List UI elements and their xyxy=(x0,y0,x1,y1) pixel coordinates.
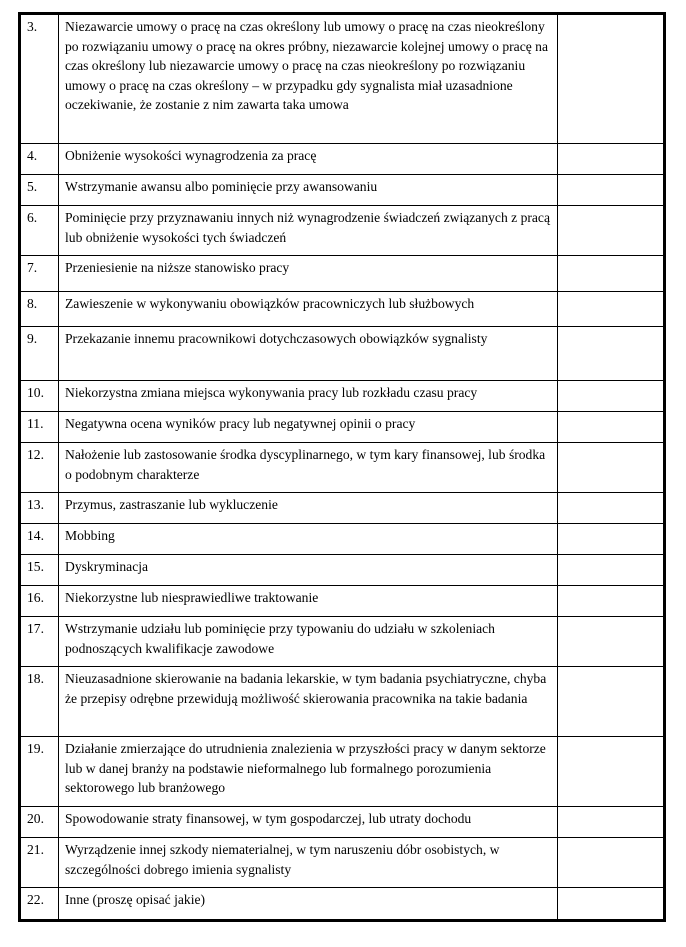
answer-cell[interactable] xyxy=(558,617,665,667)
answer-cell[interactable] xyxy=(558,524,665,555)
answer-cell[interactable] xyxy=(558,555,665,586)
row-number: 3. xyxy=(20,14,59,144)
row-number: 8. xyxy=(20,292,59,327)
row-description: Mobbing xyxy=(59,524,558,555)
row-description: Przymus, zastraszanie lub wykluczenie xyxy=(59,493,558,524)
row-number: 20. xyxy=(20,807,59,838)
table-row xyxy=(20,617,665,667)
table-row xyxy=(20,838,665,888)
answer-cell[interactable] xyxy=(558,292,665,327)
row-description: Obniżenie wysokości wynagrodzenia za pracę xyxy=(59,144,558,175)
answer-cell[interactable] xyxy=(558,206,665,256)
row-description: Działanie zmierzające do utrudnienia znalezienia w przyszłości pracy w danym sektorze lub w danej branży na podstawie nieformalnego lub formalnego porozumienia sektorowego lub branżowego xyxy=(59,737,558,807)
table-row xyxy=(20,524,665,555)
row-number: 17. xyxy=(20,617,59,667)
table-row xyxy=(20,206,665,256)
row-number: 16. xyxy=(20,586,59,617)
row-description: Nieuzasadnione skierowanie na badania lekarskie, w tym badania psychiatryczne, chyba że przepisy odrębne przewidują możliwość skierowania pracownika na takie badania xyxy=(59,667,558,737)
row-number: 21. xyxy=(20,838,59,888)
table-row xyxy=(20,327,665,381)
answer-cell[interactable] xyxy=(558,737,665,807)
row-number: 22. xyxy=(20,888,59,921)
table-row xyxy=(20,555,665,586)
row-description: Nałożenie lub zastosowanie środka dyscyplinarnego, w tym kary finansowej, lub środka o podobnym charakterze xyxy=(59,443,558,493)
row-description: Niekorzystne lub niesprawiedliwe traktowanie xyxy=(59,586,558,617)
table-row xyxy=(20,586,665,617)
row-number: 14. xyxy=(20,524,59,555)
answer-cell[interactable] xyxy=(558,838,665,888)
row-description: Niekorzystna zmiana miejsca wykonywania pracy lub rozkładu czasu pracy xyxy=(59,381,558,412)
answer-cell[interactable] xyxy=(558,144,665,175)
row-description: Zawieszenie w wykonywaniu obowiązków pracowniczych lub służbowych xyxy=(59,292,558,327)
answer-cell[interactable] xyxy=(558,327,665,381)
row-number: 6. xyxy=(20,206,59,256)
table-row xyxy=(20,493,665,524)
answer-cell[interactable] xyxy=(558,493,665,524)
row-number: 15. xyxy=(20,555,59,586)
answer-cell[interactable] xyxy=(558,586,665,617)
row-description: Przeniesienie na niższe stanowisko pracy xyxy=(59,256,558,292)
row-description: Dyskryminacja xyxy=(59,555,558,586)
table-row xyxy=(20,144,665,175)
table-row xyxy=(20,14,665,144)
row-description: Wyrządzenie innej szkody niematerialnej, w tym naruszeniu dóbr osobistych, w szczególności dobrego imienia sygnalisty xyxy=(59,838,558,888)
row-description: Inne (proszę opisać jakie) xyxy=(59,888,558,921)
table-row xyxy=(20,292,665,327)
table-row xyxy=(20,412,665,443)
table-row xyxy=(20,256,665,292)
row-number: 12. xyxy=(20,443,59,493)
row-description: Negatywna ocena wyników pracy lub negatywnej opinii o pracy xyxy=(59,412,558,443)
row-description: Wstrzymanie udziału lub pominięcie przy typowaniu do udziału w szkoleniach podnoszących kwalifikacje zawodowe xyxy=(59,617,558,667)
retaliation-form-table xyxy=(18,12,666,922)
table-row xyxy=(20,381,665,412)
row-description: Pominięcie przy przyznawaniu innych niż wynagrodzenie świadczeń związanych z pracą lub obniżenie wysokości tych świadczeń xyxy=(59,206,558,256)
answer-cell[interactable] xyxy=(558,412,665,443)
row-description: Spowodowanie straty finansowej, w tym gospodarczej, lub utraty dochodu xyxy=(59,807,558,838)
row-number: 13. xyxy=(20,493,59,524)
table-row xyxy=(20,667,665,737)
row-number: 19. xyxy=(20,737,59,807)
answer-cell[interactable] xyxy=(558,175,665,206)
row-number: 5. xyxy=(20,175,59,206)
row-number: 7. xyxy=(20,256,59,292)
table-row xyxy=(20,737,665,807)
table-row xyxy=(20,807,665,838)
row-description: Niezawarcie umowy o pracę na czas określony lub umowy o pracę na czas nieokreślony po rozwiązaniu umowy o pracę na okres próbny, niezawarcie kolejnej umowy o pracę na czas określony lub niezawarcie umowy o pracę na czas nieokreślony po rozwiązaniu umowy o pracę na czas określony – w przypadku gdy sygnalista miał uzasadnione oczekiwanie, że zostanie z nim zawarta taka umowa xyxy=(59,14,558,144)
answer-cell[interactable] xyxy=(558,381,665,412)
row-number: 10. xyxy=(20,381,59,412)
answer-cell[interactable] xyxy=(558,256,665,292)
answer-cell[interactable] xyxy=(558,888,665,921)
table-row xyxy=(20,443,665,493)
row-number: 4. xyxy=(20,144,59,175)
table-row xyxy=(20,888,665,921)
answer-cell[interactable] xyxy=(558,443,665,493)
answer-cell[interactable] xyxy=(558,14,665,144)
row-number: 11. xyxy=(20,412,59,443)
row-description: Wstrzymanie awansu albo pominięcie przy awansowaniu xyxy=(59,175,558,206)
answer-cell[interactable] xyxy=(558,667,665,737)
table-row xyxy=(20,175,665,206)
row-number: 9. xyxy=(20,327,59,381)
row-description: Przekazanie innemu pracownikowi dotychczasowych obowiązków sygnalisty xyxy=(59,327,558,381)
answer-cell[interactable] xyxy=(558,807,665,838)
row-number: 18. xyxy=(20,667,59,737)
